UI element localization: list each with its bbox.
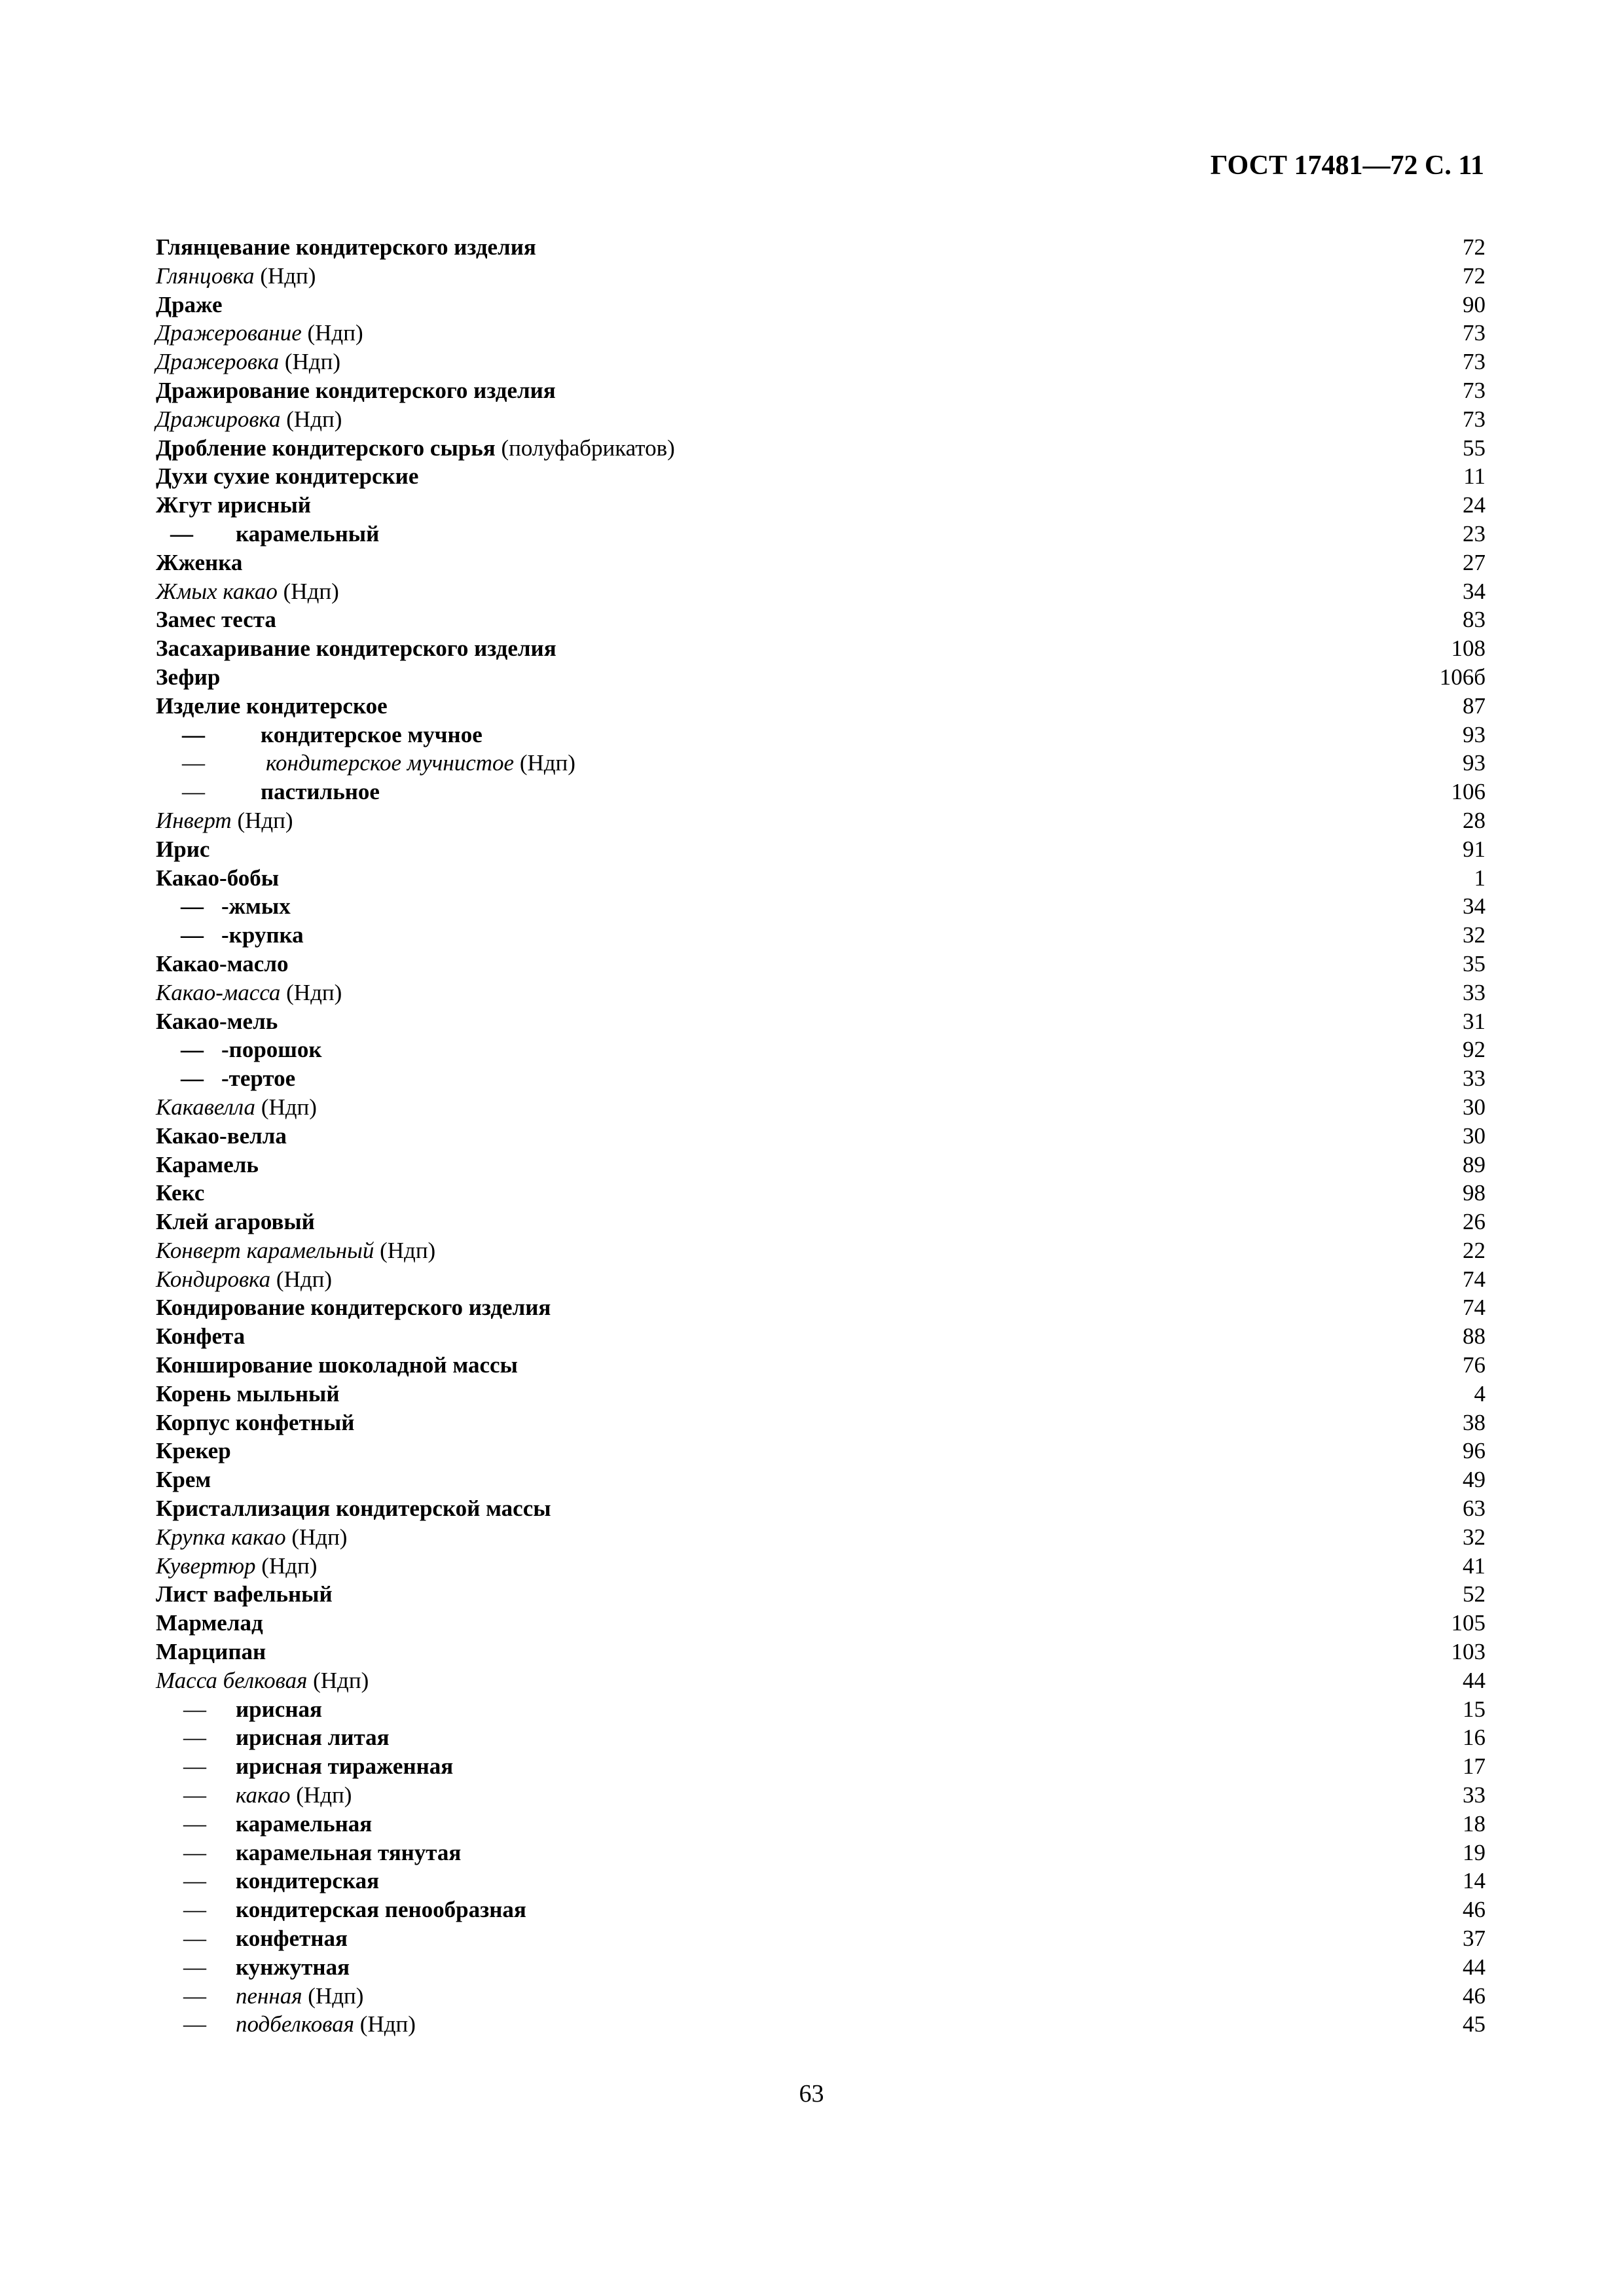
term-number: 106б [1439,664,1486,690]
index-entry [156,721,1486,749]
term-text: Конверт карамельный [156,1237,374,1263]
term-number: 46 [1463,1897,1486,1923]
term-number: 34 [1463,578,1486,604]
index-term [156,1437,231,1465]
term-text: Дражерование [156,320,302,346]
term-text: конфетная [236,1926,348,1952]
index-entry [156,1064,1486,1093]
continuation-dash: — [181,922,204,948]
term-number: 98 [1463,1180,1486,1206]
index-term [156,348,340,376]
term-text: Крупка какао [156,1524,286,1550]
term-number: 44 [1463,1954,1486,1980]
index-entry [156,376,1486,405]
index-term [156,1465,211,1494]
page-number: 63 [799,2080,824,2108]
index-entry [156,1437,1486,1465]
continuation-dash: — [183,1954,206,1980]
index-term [183,1867,379,1895]
index-entry [156,2010,1486,2039]
index-entry [156,1293,1486,1322]
continuation-dash: — [183,1782,206,1808]
index-entry [156,434,1486,463]
term-number: 73 [1463,377,1486,403]
index-entry [156,663,1486,692]
continuation-dash: — [183,1982,206,2009]
index-entry [156,1236,1486,1265]
index-entry [156,405,1486,434]
term-qualifier: (полуфабрикатов) [495,435,675,461]
index-entry [156,978,1486,1007]
continuation-dash: — [183,1810,206,1837]
term-number: 30 [1463,1094,1486,1120]
term-text: кондитерское мучнистое [266,750,515,776]
term-text: Глянцовка [156,262,255,289]
term-number: 108 [1451,636,1486,662]
term-number: 63 [1463,1496,1486,1522]
term-qualifier: (Ндп) [255,1094,317,1120]
term-number: 73 [1463,320,1486,346]
index-term [183,1752,453,1781]
index-term [156,835,210,864]
term-qualifier: (Ндп) [514,750,575,776]
term-qualifier: (Ндп) [290,1782,352,1808]
term-number: 93 [1463,721,1486,747]
term-number: 33 [1463,1782,1486,1808]
term-text: Духи сухие кондитерские [156,463,419,490]
term-text: кондитерская [236,1868,380,1894]
term-number: 32 [1463,922,1486,948]
index-term [156,1093,317,1122]
term-text: Какао-мель [156,1008,278,1034]
index-entry [156,1322,1486,1351]
index-entry [156,892,1486,921]
index-entry [156,319,1486,348]
index-entry [156,1351,1486,1380]
term-text: Лист вафельный [156,1581,333,1607]
term-number: 90 [1463,291,1486,317]
index-entry [156,520,1486,548]
index-term [182,749,575,778]
index-term [156,434,675,463]
index-entry [156,1007,1486,1036]
term-text: Какао-масса [156,979,281,1005]
term-qualifier: (Ндп) [279,349,340,375]
term-number: 72 [1463,262,1486,289]
index-term [183,1723,390,1752]
term-qualifier: (Ндп) [255,1552,318,1579]
term-text: Дражирование кондитерского изделия [156,377,556,403]
term-number: 88 [1463,1323,1486,1350]
index-term [156,1638,266,1666]
index-entry [156,806,1486,835]
term-number: 19 [1463,1839,1486,1865]
term-number: 30 [1463,1122,1486,1149]
index-entry [156,1781,1486,1810]
term-text: Конширование шоколадной массы [156,1352,518,1378]
index-entry [156,1982,1486,2011]
term-qualifier: (Ндп) [354,2011,416,2037]
continuation-dash: — [181,1037,204,1063]
term-text: ирисная [236,1696,322,1722]
term-text: Марципан [156,1639,266,1665]
term-number: 1 [1474,865,1486,891]
term-number: 33 [1463,979,1486,1005]
index-term [181,1064,295,1093]
term-text: Жмых какао [156,578,278,604]
index-entry [156,1580,1486,1609]
term-number: 93 [1463,750,1486,776]
index-entry [156,1179,1486,1208]
index-entry [156,1953,1486,1982]
continuation-dash: — [183,1839,206,1865]
index-term [156,692,388,721]
index-term [156,1007,278,1036]
index-entry [156,778,1486,806]
index-term [170,520,379,548]
term-number: 44 [1463,1667,1486,1693]
term-text: Зефир [156,664,221,690]
term-number: 73 [1463,406,1486,432]
index-term [156,1580,333,1609]
term-text: Инверт [156,807,232,833]
index-entry [156,1723,1486,1752]
index-term [183,1982,363,2011]
term-qualifier: (Ндп) [302,1982,364,2009]
term-number: 45 [1463,2011,1486,2037]
term-text: Драже [156,291,223,317]
term-text: Дражеровка [156,349,280,375]
term-text: Кондирование кондитерского изделия [156,1295,551,1321]
term-number: 49 [1463,1467,1486,1493]
index-term [156,491,311,520]
index-term [183,1781,352,1810]
term-number: 14 [1463,1868,1486,1894]
term-text: Крем [156,1467,211,1493]
term-number: 33 [1463,1066,1486,1092]
term-number: 83 [1463,607,1486,633]
term-text: какао [236,1782,291,1808]
index-entry [156,1638,1486,1666]
term-number: 11 [1463,463,1486,490]
index-term [156,1265,332,1294]
index-term [182,721,483,749]
term-number: 89 [1463,1151,1486,1177]
index-term [156,1609,263,1638]
term-text: Дробление кондитерского сырья [156,435,496,461]
index-term [183,1810,372,1839]
continuation-dash: — [183,1725,206,1751]
index-term [182,778,380,806]
term-text: Глянцевание кондитерского изделия [156,234,536,260]
term-text: Какао-бобы [156,865,280,891]
index-entry [156,1465,1486,1494]
index-term [156,605,276,634]
term-text: Дражировка [156,406,281,432]
term-number: 91 [1463,836,1486,862]
index-term [183,1695,322,1724]
continuation-dash: — [182,721,205,747]
index-term [156,1380,340,1408]
term-number: 96 [1463,1438,1486,1464]
term-number: 37 [1463,1926,1486,1952]
term-text: Карамель [156,1151,259,1177]
term-number: 92 [1463,1037,1486,1063]
index-term [156,462,418,491]
term-text: Какао-велла [156,1122,287,1149]
index-term [156,548,242,577]
term-text: Изделие кондитерское [156,692,388,719]
index-term [156,1236,435,1265]
term-text: пастильное [261,779,380,805]
index-term [156,1351,518,1380]
term-number: 73 [1463,349,1486,375]
index-term [183,1953,350,1982]
index-entry [156,548,1486,577]
term-text: -крупка [221,922,304,948]
term-text: Корень мыльный [156,1380,340,1407]
index-term [156,1523,347,1552]
index-term [156,1322,245,1351]
index-entry [156,605,1486,634]
term-number: 15 [1463,1696,1486,1722]
index-entry [156,348,1486,376]
index-term [156,1552,317,1581]
term-text: карамельная тянутая [236,1839,462,1865]
term-number: 32 [1463,1524,1486,1550]
term-qualifier: (Ндп) [254,262,316,289]
term-text: Замес теста [156,607,276,633]
continuation-dash: — [182,779,205,805]
index-term [156,1666,369,1695]
term-text: Клей агаровый [156,1209,315,1235]
index-entry [156,1494,1486,1523]
index-term [156,262,316,291]
term-qualifier: (Ндп) [374,1237,436,1263]
term-number: 16 [1463,1725,1486,1751]
continuation-dash: — [182,750,205,776]
index-entry [156,864,1486,893]
index-entry [156,835,1486,864]
term-number: 52 [1463,1581,1486,1607]
term-text: Конфета [156,1323,246,1350]
index-term [183,1839,461,1867]
term-text: Кондировка [156,1266,271,1292]
term-number: 22 [1463,1237,1486,1263]
term-number: 74 [1463,1295,1486,1321]
index-entry [156,921,1486,950]
term-text: кунжутная [236,1954,350,1980]
index-term [156,319,363,348]
continuation-dash: — [183,1897,206,1923]
term-number: 17 [1463,1753,1486,1780]
term-text: Жженка [156,549,243,575]
index-term [181,892,291,921]
term-text: Масса белковая [156,1667,308,1693]
index-term [156,634,556,663]
index-term [156,291,223,319]
term-text: Засахаривание кондитерского изделия [156,636,556,662]
index-entry [156,1523,1486,1552]
continuation-dash: — [183,1868,206,1894]
term-number: 28 [1463,807,1486,833]
term-text: Кувертюр [156,1552,256,1579]
term-text: Какавелла [156,1094,256,1120]
term-number: 23 [1463,520,1486,547]
term-text: кондитерское мучное [261,721,483,747]
index-entry [156,291,1486,319]
index-term [156,864,279,893]
index-entry [156,1666,1486,1695]
continuation-dash: — [181,893,204,920]
index-term [181,1035,322,1064]
term-qualifier: (Ндп) [277,578,339,604]
index-term [183,1924,348,1953]
index-entry [156,1924,1486,1953]
index-term [156,1293,551,1322]
term-number: 87 [1463,692,1486,719]
index-term [181,921,304,950]
index-entry [156,1093,1486,1122]
continuation-dash: — [181,1066,204,1092]
term-number: 34 [1463,893,1486,920]
index-entry [156,1895,1486,1924]
term-number: 24 [1463,492,1486,518]
index-entry [156,462,1486,491]
index-entry [156,233,1486,262]
term-text: Ирис [156,836,210,862]
term-text: Кристаллизация кондитерской массы [156,1496,551,1522]
term-text: Жгут ирисный [156,492,311,518]
index-entry [156,1839,1486,1867]
term-qualifier: (Ндп) [301,320,363,346]
term-number: 26 [1463,1209,1486,1235]
index-term [156,1208,315,1236]
term-number: 41 [1463,1552,1486,1579]
index-entry [156,1867,1486,1895]
continuation-dash: — [170,520,193,547]
index-entry [156,1151,1486,1179]
term-text: ирисная литая [236,1725,390,1751]
term-text: карамельный [236,520,380,547]
term-number: 35 [1463,950,1486,977]
page-header: ГОСТ 17481—72 С. 11 [1210,151,1484,181]
index-entry [156,1609,1486,1638]
index-entry [156,1122,1486,1151]
term-text: -порошок [221,1037,322,1063]
term-number: 27 [1463,549,1486,575]
index-term [156,1408,354,1437]
index-entry [156,491,1486,520]
term-text: -жмых [221,893,291,920]
term-text: карамельная [236,1810,373,1837]
term-text: Мармелад [156,1610,263,1636]
term-text: кондитерская пенообразная [236,1897,526,1923]
term-text: Какао-масло [156,950,289,977]
term-qualifier: (Ндп) [231,807,293,833]
index-entry [156,1695,1486,1724]
term-qualifier: (Ндп) [280,406,342,432]
term-number: 72 [1463,234,1486,260]
index-entry [156,1265,1486,1294]
index-term [156,376,556,405]
continuation-dash: — [183,1753,206,1780]
term-text: подбелковая [236,2011,355,2037]
term-number: 105 [1451,1610,1486,1636]
term-text: ирисная тираженная [236,1753,454,1780]
index-entry [156,577,1486,606]
term-qualifier: (Ндп) [270,1266,333,1292]
term-number: 103 [1451,1639,1486,1665]
index-entry [156,1380,1486,1408]
term-number: 76 [1463,1352,1486,1378]
term-qualifier: (Ндп) [307,1667,369,1693]
term-text: Кекс [156,1180,205,1206]
index-term [156,806,293,835]
index-term [156,577,339,606]
term-number: 18 [1463,1810,1486,1837]
term-text: Корпус конфетный [156,1409,355,1435]
index-entry [156,1552,1486,1581]
index-term [156,978,342,1007]
term-number: 31 [1463,1008,1486,1034]
index-term [156,405,342,434]
index-term [156,1179,204,1208]
index-entry [156,1752,1486,1781]
index-entry [156,1408,1486,1437]
term-number: 38 [1463,1409,1486,1435]
continuation-dash: — [183,1696,206,1722]
term-qualifier: (Ндп) [280,979,342,1005]
term-number: 55 [1463,435,1486,461]
continuation-dash: — [183,2011,206,2037]
index-entry [156,262,1486,291]
index-term [156,233,536,262]
term-text: Крекер [156,1438,231,1464]
index-term [183,1895,526,1924]
term-qualifier: (Ндп) [285,1524,348,1550]
index-entries-list [156,233,1486,2039]
index-term [183,2010,416,2039]
term-text: пенная [236,1982,302,2009]
index-entry [156,692,1486,721]
term-number: 4 [1474,1380,1486,1407]
term-number: 74 [1463,1266,1486,1292]
index-term [156,1494,551,1523]
index-entry [156,1810,1486,1839]
index-term [156,1151,259,1179]
index-entry [156,749,1486,778]
term-number: 106 [1451,779,1486,805]
index-term [156,950,288,978]
index-entry [156,1035,1486,1064]
index-entry [156,1208,1486,1236]
index-term [156,1122,287,1151]
term-text: -тертое [221,1066,296,1092]
index-term [156,663,220,692]
index-entry [156,950,1486,978]
index-entry [156,634,1486,663]
continuation-dash: — [183,1926,206,1952]
term-number: 46 [1463,1982,1486,2009]
